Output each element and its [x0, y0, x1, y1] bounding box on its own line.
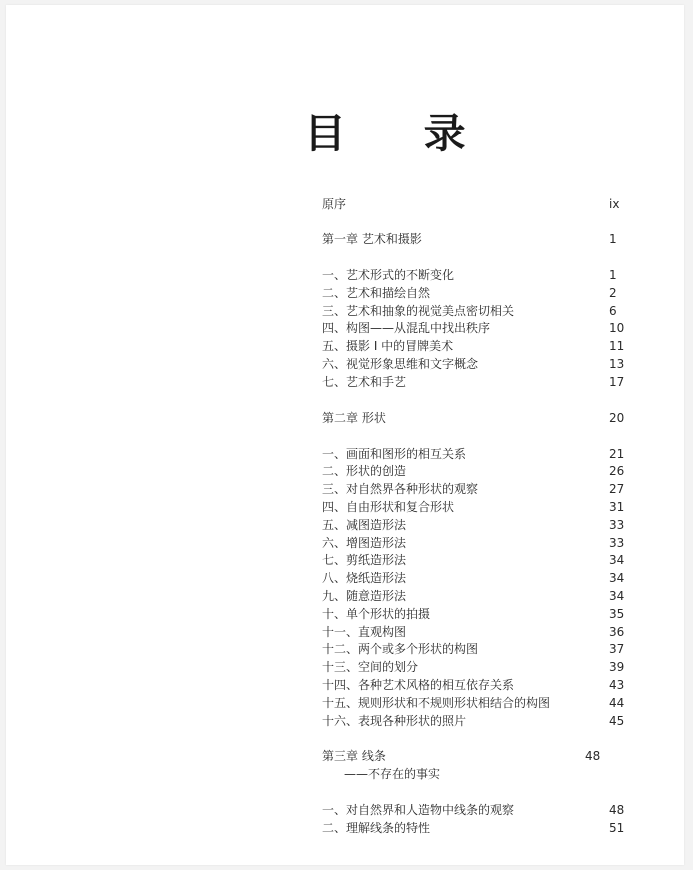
toc-entry-label: 第三章 线条 — [322, 749, 386, 764]
toc-entry-page: 10 — [609, 321, 625, 336]
toc-entry-page: 20 — [609, 410, 625, 425]
toc-entry-label: 十、单个形状的拍摄 — [322, 606, 431, 621]
toc-entry-label: 十四、各种艺术风格的相互依存关系 — [322, 678, 515, 692]
toc-entry-page: 51 — [609, 821, 625, 836]
toc-entry-page: 34 — [609, 571, 625, 586]
toc-entry-label: 七、剪纸造形法 — [322, 553, 407, 568]
toc-entry-page: 26 — [609, 464, 625, 479]
toc-entry-page: 13 — [609, 357, 625, 371]
toc-entry-page: 17 — [609, 374, 625, 389]
toc-entry-page: 33 — [609, 517, 625, 532]
toc-entry-label: 四、构图——从混乱中找出秩序 — [322, 321, 491, 336]
toc-entry-label: 十二、两个或多个形状的构图 — [322, 642, 479, 657]
toc-entry-page: 21 — [609, 446, 625, 461]
toc-entry-label: 二、理解线条的特性 — [322, 821, 431, 836]
page-title: 目 录 — [304, 110, 498, 157]
toc-entry-label: 五、减图造形法 — [322, 517, 407, 532]
chapter-subtitle-text: ——不存在的事实 — [344, 767, 441, 782]
toc-entry-page: 1 — [609, 268, 617, 282]
toc-entry-page: 37 — [609, 642, 625, 657]
toc-entry-page: 34 — [609, 553, 625, 568]
toc-entry-label: 二、艺术和描绘自然 — [322, 285, 431, 300]
toc-entry-label: 一、对自然界和人造物中线条的观察 — [322, 803, 515, 818]
toc-entry-page: 48 — [585, 749, 601, 764]
toc-entry-page: 31 — [609, 500, 625, 514]
toc-entry-page: 39 — [609, 660, 625, 675]
toc-entry-label: 十三、空间的划分 — [322, 660, 419, 675]
toc-entry-label: 十五、规则形状和不规则形状相结合的构图 — [322, 695, 551, 710]
toc-entry-page: 11 — [609, 339, 625, 354]
toc-entry-page: ix — [609, 197, 620, 211]
toc-entry-label: 五、摄影 I 中的冒牌美术 — [322, 339, 454, 354]
toc-entry-label: 七、艺术和手艺 — [322, 374, 407, 389]
toc-entry-label: 第一章 艺术和摄影 — [322, 232, 422, 246]
toc-entry-page: 48 — [609, 803, 625, 818]
toc-entry-page: 43 — [609, 678, 625, 692]
toc-entry-page: 44 — [609, 695, 625, 710]
toc-entry-page: 35 — [609, 606, 625, 621]
toc-entry-label: 一、画面和图形的相互关系 — [322, 446, 467, 461]
toc-entry-page: 45 — [609, 713, 625, 728]
toc-entry-label: 第二章 形状 — [322, 410, 386, 425]
toc-entry-page: 36 — [609, 624, 625, 639]
toc-entry-page: 33 — [609, 535, 625, 550]
toc-entry-label: 九、随意造形法 — [322, 589, 407, 603]
toc-entry-label: 三、艺术和抽象的视觉美点密切相关 — [322, 303, 515, 318]
toc-entry-label: 原序 — [322, 197, 347, 211]
toc-entry-page: 34 — [609, 589, 625, 603]
toc-entry-label: 三、对自然界各种形状的观察 — [322, 482, 479, 497]
toc-entry-label: 六、视觉形象思维和文字概念 — [322, 357, 479, 371]
toc-entry-label: 十一、直观构图 — [322, 624, 407, 639]
toc-entry-label: 一、艺术形式的不断变化 — [322, 268, 455, 282]
toc-entry-page: 1 — [609, 232, 617, 246]
toc-entry-label: 六、增图造形法 — [322, 535, 407, 550]
toc-entry-page: 27 — [609, 482, 625, 497]
toc-entry-label: 二、形状的创造 — [322, 464, 407, 479]
toc-entry-page: 2 — [609, 285, 617, 300]
toc-entry-label: 八、烧纸造形法 — [322, 571, 407, 586]
toc-entry-label: 十六、表现各种形状的照片 — [322, 713, 467, 728]
toc-entry-page: 6 — [609, 303, 617, 318]
toc-entry-label: 四、自由形状和复合形状 — [322, 500, 455, 514]
